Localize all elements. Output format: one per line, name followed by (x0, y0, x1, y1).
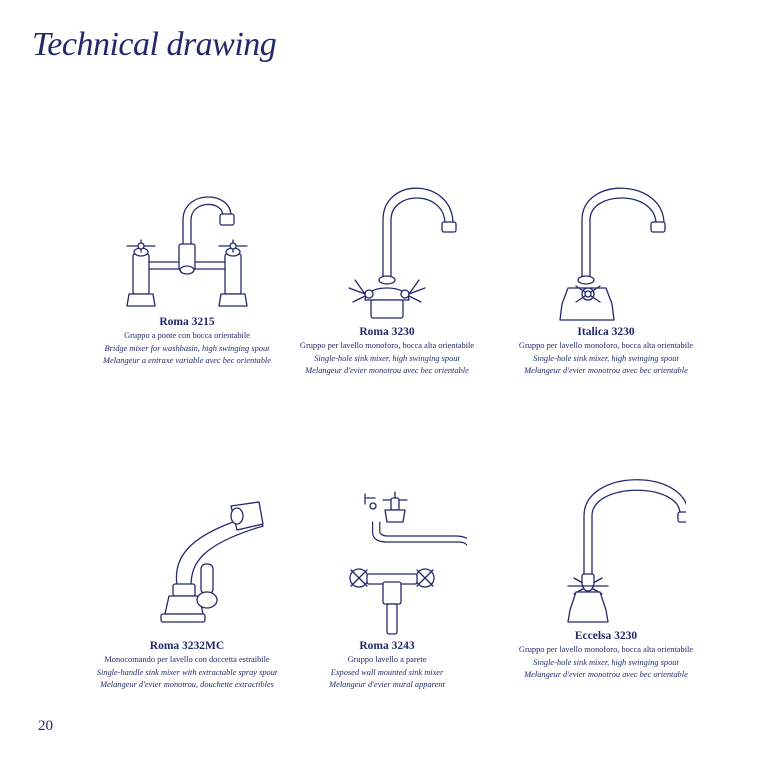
description-french: Melangeur a entraxe variable avec bec orientable (103, 356, 271, 365)
product-card (267, 182, 507, 378)
single-hole-mixer-drawing (307, 182, 467, 322)
page-number: 20 (38, 718, 53, 734)
description-english: Exposed wall mounted sink mixer (330, 667, 444, 677)
product-name: Roma 3215 (159, 316, 215, 328)
description-french: Melangeur d'evier monotrou, douchette extractibles (100, 680, 274, 689)
description-italian: Monocomando per lavello con doccetta estraibile (104, 655, 270, 664)
description-french: Melangeur d'evier monotrou avec bec orientable (524, 366, 688, 375)
single-hole-mixer-drawing (526, 182, 686, 322)
description-italian: Gruppo a ponte con bocca orientabile (124, 331, 250, 340)
description-italian: Gruppo per lavello monoforo, bocca alta orientabile (299, 341, 475, 350)
product-name: Roma 3232MC (149, 640, 225, 652)
description-french: Melangeur d'evier monotrou avec bec orientable (305, 366, 469, 375)
pull-out-spray-mixer-drawing (107, 496, 267, 636)
product-name: Roma 3230 (359, 326, 415, 338)
description-english: Single-hole sink mixer, high swinging spout (533, 657, 679, 667)
product-name: Roma 3243 (359, 640, 415, 652)
product-name: Eccelsa 3230 (574, 630, 638, 642)
description-english: Single-hole sink mixer, high swinging spout (314, 353, 460, 363)
description-italian: Gruppo per lavello monoforo, bocca alta orientabile (518, 341, 694, 350)
wall-mounted-mixer-drawing (307, 484, 467, 636)
product-card (267, 484, 507, 692)
product-name: Italica 3230 (577, 326, 635, 338)
description-italian: Gruppo lavello a parete (347, 655, 427, 664)
description-english: Bridge mixer for washbasin, high swinging spout (104, 343, 270, 353)
product-card (486, 476, 726, 682)
bridge-mixer-drawing (107, 188, 267, 312)
description-italian: Gruppo per lavello monoforo, bocca alta orientabile (518, 645, 694, 654)
description-english: Single-handle sink mixer with extractable spray spout (96, 667, 278, 677)
product-card (486, 182, 726, 378)
description-english: Single-hole sink mixer, high swinging spout (533, 353, 679, 363)
description-french: Melangeur d'evier monotrou avec bec orientable (524, 670, 688, 679)
description-french: Melangeur d'evier mural apparent (329, 680, 445, 689)
single-hole-mixer-drawing (526, 476, 686, 626)
page-title: Technical drawing (32, 26, 277, 63)
